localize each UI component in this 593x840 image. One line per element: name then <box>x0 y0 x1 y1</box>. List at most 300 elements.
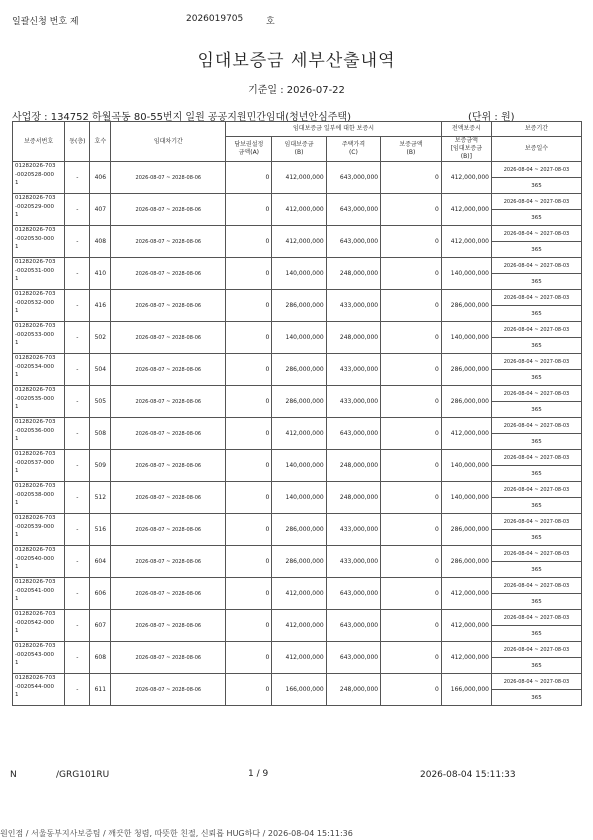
guarantee-no-cell <box>13 322 65 354</box>
guarantee-no-part: -0020533-000 <box>15 331 54 338</box>
lease-tilde: ~ <box>166 206 171 213</box>
lease-period-cell <box>111 226 226 258</box>
guarantee-tilde: ~ <box>534 294 539 301</box>
lease-start: 2026-08-07 <box>135 206 165 213</box>
senior-cell: 0 <box>226 354 272 386</box>
col-guarantee-amount: 보증금액 (B) <box>381 137 442 162</box>
guarantee-tilde: ~ <box>534 614 539 621</box>
guarantee-tilde: ~ <box>534 390 539 397</box>
guarantee-no-part: 01282026-703 <box>15 611 56 618</box>
lease-start: 2026-08-07 <box>135 462 165 469</box>
footer-page: 1 / 9 <box>248 769 269 779</box>
guarantee-period-cell <box>491 418 581 434</box>
guarantee-no-part: 1 <box>15 595 19 602</box>
lease-start: 2026-08-07 <box>135 270 165 277</box>
guarantee-start: 2026-08-04 <box>503 678 533 685</box>
bottom-line: 원인점 / 서울동부지사보증팀 / 깨끗한 청렴, 따뜻한 친절, 신뢰롭 HUG하다 / 2026-08-04 15:11:36 <box>0 829 353 838</box>
guarantee-tilde: ~ <box>534 198 539 205</box>
house-price-cell: 248,000,000 <box>326 450 380 482</box>
guarantee-no-part: 01282026-703 <box>15 675 56 682</box>
guarantee-no-part: -0020544-000 <box>15 683 54 690</box>
guarantee-amount-cell: 0 <box>381 450 442 482</box>
deposit-cell: 412,000,000 <box>272 578 326 610</box>
guarantee-no-part: 01282026-703 <box>15 419 56 426</box>
guarantee-no-part: 1 <box>15 691 19 698</box>
guarantee-days-cell: 365 <box>491 274 581 290</box>
guarantee-start: 2026-08-04 <box>503 582 533 589</box>
lease-period-cell <box>111 482 226 514</box>
house-price-cell: 643,000,000 <box>326 642 380 674</box>
col-guarantee-no: 보증서번호 <box>13 122 65 162</box>
lease-end: 2028-08-06 <box>172 174 202 181</box>
lease-start: 2026-08-07 <box>135 590 165 597</box>
guarantee-no-part: -0020543-000 <box>15 651 54 658</box>
house-price-cell: 643,000,000 <box>326 578 380 610</box>
lease-end: 2028-08-06 <box>172 526 202 533</box>
guarantee-end: 2027-08-03 <box>540 390 570 397</box>
table-row <box>13 450 582 466</box>
guarantee-no-part: 1 <box>15 563 19 570</box>
full-amount-cell: 286,000,000 <box>441 290 491 322</box>
guarantee-amount-cell: 0 <box>381 546 442 578</box>
guarantee-end: 2027-08-03 <box>540 358 570 365</box>
guarantee-no-part: 1 <box>15 531 19 538</box>
guarantee-tilde: ~ <box>534 262 539 269</box>
senior-cell: 0 <box>226 290 272 322</box>
guarantee-period-cell <box>491 162 581 178</box>
guarantee-no-part: 01282026-703 <box>15 451 56 458</box>
guarantee-amount-cell: 0 <box>381 610 442 642</box>
deposit-cell: 412,000,000 <box>272 418 326 450</box>
batch-request-number: 2026019705 <box>186 14 244 24</box>
lease-period-cell <box>111 418 226 450</box>
full-amount-cell: 286,000,000 <box>441 386 491 418</box>
guarantee-no-part: 1 <box>15 275 19 282</box>
guarantee-tilde: ~ <box>534 582 539 589</box>
ho-cell: 410 <box>90 258 111 290</box>
guarantee-end: 2027-08-03 <box>540 518 570 525</box>
lease-period-cell <box>111 162 226 194</box>
guarantee-start: 2026-08-04 <box>503 198 533 205</box>
guarantee-start: 2026-08-04 <box>503 230 533 237</box>
lease-tilde: ~ <box>166 398 171 405</box>
guarantee-days-cell: 365 <box>491 178 581 194</box>
senior-cell: 0 <box>226 578 272 610</box>
table-row <box>13 642 582 658</box>
footer-datetime: 2026-08-04 15:11:33 <box>420 770 516 780</box>
lease-tilde: ~ <box>166 526 171 533</box>
guarantee-no-part: 1 <box>15 243 19 250</box>
lease-period-cell <box>111 290 226 322</box>
lease-end: 2028-08-06 <box>172 590 202 597</box>
guarantee-days-cell: 365 <box>491 402 581 418</box>
guarantee-no-part: 1 <box>15 499 19 506</box>
ho-cell: 502 <box>90 322 111 354</box>
guarantee-no-part: 1 <box>15 371 19 378</box>
guarantee-days-cell: 365 <box>491 306 581 322</box>
col-house-price: 주택가격 (C) <box>326 137 380 162</box>
full-amount-cell: 286,000,000 <box>441 354 491 386</box>
col-guarantee-days: 보증일수 <box>491 137 581 162</box>
guarantee-tilde: ~ <box>534 326 539 333</box>
dong-cell: - <box>65 482 90 514</box>
ho-cell: 505 <box>90 386 111 418</box>
lease-period-cell <box>111 354 226 386</box>
guarantee-start: 2026-08-04 <box>503 294 533 301</box>
house-price-cell: 433,000,000 <box>326 514 380 546</box>
lease-tilde: ~ <box>166 174 171 181</box>
guarantee-start: 2026-08-04 <box>503 518 533 525</box>
guarantee-period-cell <box>491 226 581 242</box>
guarantee-period-cell <box>491 450 581 466</box>
guarantee-no-part: 1 <box>15 211 19 218</box>
lease-tilde: ~ <box>166 270 171 277</box>
guarantee-no-cell <box>13 450 65 482</box>
ho-cell: 611 <box>90 674 111 706</box>
lease-tilde: ~ <box>166 462 171 469</box>
ho-cell: 606 <box>90 578 111 610</box>
guarantee-days-cell: 365 <box>491 658 581 674</box>
guarantee-tilde: ~ <box>534 646 539 653</box>
lease-end: 2028-08-06 <box>172 430 202 437</box>
lease-period-cell <box>111 642 226 674</box>
guarantee-tilde: ~ <box>534 422 539 429</box>
guarantee-amount-cell: 0 <box>381 226 442 258</box>
dong-cell: - <box>65 162 90 194</box>
lease-period-cell <box>111 514 226 546</box>
guarantee-start: 2026-08-04 <box>503 326 533 333</box>
guarantee-no-cell <box>13 610 65 642</box>
lease-start: 2026-08-07 <box>135 430 165 437</box>
table-row <box>13 290 582 306</box>
lease-end: 2028-08-06 <box>172 206 202 213</box>
lease-tilde: ~ <box>166 366 171 373</box>
full-amount-cell: 412,000,000 <box>441 578 491 610</box>
guarantee-no-cell <box>13 578 65 610</box>
ho-cell: 512 <box>90 482 111 514</box>
guarantee-period-cell <box>491 546 581 562</box>
dong-cell: - <box>65 322 90 354</box>
col-full-group: 전액보증시 <box>441 122 491 137</box>
senior-cell: 0 <box>226 322 272 354</box>
guarantee-no-part: 01282026-703 <box>15 355 56 362</box>
guarantee-days-cell: 365 <box>491 210 581 226</box>
lease-period-cell <box>111 258 226 290</box>
guarantee-days-cell: 365 <box>491 594 581 610</box>
guarantee-period-cell <box>491 642 581 658</box>
guarantee-start: 2026-08-04 <box>503 646 533 653</box>
guarantee-no-cell <box>13 226 65 258</box>
lease-start: 2026-08-07 <box>135 558 165 565</box>
guarantee-end: 2027-08-03 <box>540 198 570 205</box>
ho-cell: 608 <box>90 642 111 674</box>
guarantee-end: 2027-08-03 <box>540 454 570 461</box>
lease-tilde: ~ <box>166 558 171 565</box>
guarantee-days-cell: 365 <box>491 338 581 354</box>
guarantee-no-part: 01282026-703 <box>15 547 56 554</box>
guarantee-days-cell: 365 <box>491 626 581 642</box>
ho-cell: 607 <box>90 610 111 642</box>
lease-period-cell <box>111 610 226 642</box>
guarantee-end: 2027-08-03 <box>540 422 570 429</box>
table-row <box>13 386 582 402</box>
guarantee-amount-cell: 0 <box>381 258 442 290</box>
lease-start: 2026-08-07 <box>135 526 165 533</box>
guarantee-no-cell <box>13 290 65 322</box>
guarantee-no-part: 01282026-703 <box>15 195 56 202</box>
guarantee-no-cell <box>13 482 65 514</box>
full-amount-cell: 166,000,000 <box>441 674 491 706</box>
house-price-cell: 433,000,000 <box>326 546 380 578</box>
guarantee-no-part: 01282026-703 <box>15 387 56 394</box>
lease-end: 2028-08-06 <box>172 302 202 309</box>
guarantee-no-cell <box>13 386 65 418</box>
full-amount-cell: 140,000,000 <box>441 482 491 514</box>
lease-tilde: ~ <box>166 654 171 661</box>
guarantee-period-cell <box>491 578 581 594</box>
guarantee-no-part: -0020528-000 <box>15 171 54 178</box>
col-dong: 동(층) <box>65 122 90 162</box>
guarantee-no-cell <box>13 418 65 450</box>
lease-end: 2028-08-06 <box>172 366 202 373</box>
table-row <box>13 578 582 594</box>
house-price-cell: 248,000,000 <box>326 322 380 354</box>
guarantee-no-part: 1 <box>15 659 19 666</box>
guarantee-no-part: -0020532-000 <box>15 299 54 306</box>
guarantee-days-cell: 365 <box>491 530 581 546</box>
dong-cell: - <box>65 642 90 674</box>
guarantee-no-part: 01282026-703 <box>15 291 56 298</box>
guarantee-no-cell <box>13 674 65 706</box>
guarantee-period-cell <box>491 610 581 626</box>
guarantee-tilde: ~ <box>534 166 539 173</box>
deposit-cell: 412,000,000 <box>272 610 326 642</box>
lease-tilde: ~ <box>166 238 171 245</box>
guarantee-amount-cell: 0 <box>381 514 442 546</box>
guarantee-no-part: -0020542-000 <box>15 619 54 626</box>
guarantee-end: 2027-08-03 <box>540 486 570 493</box>
guarantee-no-cell <box>13 642 65 674</box>
guarantee-no-cell <box>13 354 65 386</box>
guarantee-amount-cell: 0 <box>381 642 442 674</box>
lease-end: 2028-08-06 <box>172 558 202 565</box>
dong-cell: - <box>65 610 90 642</box>
full-amount-cell: 140,000,000 <box>441 450 491 482</box>
lease-end: 2028-08-06 <box>172 398 202 405</box>
col-deposit: 임대보증금 (B) <box>272 137 326 162</box>
house-price-cell: 248,000,000 <box>326 674 380 706</box>
house-price-cell: 643,000,000 <box>326 610 380 642</box>
guarantee-no-part: -0020530-000 <box>15 235 54 242</box>
guarantee-period-cell <box>491 194 581 210</box>
guarantee-end: 2027-08-03 <box>540 678 570 685</box>
lease-start: 2026-08-07 <box>135 686 165 693</box>
deposit-cell: 140,000,000 <box>272 482 326 514</box>
guarantee-no-part: 1 <box>15 339 19 346</box>
guarantee-days-cell: 365 <box>491 466 581 482</box>
table-row <box>13 194 582 210</box>
deposit-cell: 412,000,000 <box>272 194 326 226</box>
ho-cell: 406 <box>90 162 111 194</box>
guarantee-no-part: -0020535-000 <box>15 395 54 402</box>
guarantee-tilde: ~ <box>534 678 539 685</box>
guarantee-period-cell <box>491 290 581 306</box>
guarantee-no-part: -0020536-000 <box>15 427 54 434</box>
table-row <box>13 354 582 370</box>
table-row <box>13 258 582 274</box>
lease-start: 2026-08-07 <box>135 654 165 661</box>
senior-cell: 0 <box>226 258 272 290</box>
guarantee-end: 2027-08-03 <box>540 166 570 173</box>
house-price-cell: 248,000,000 <box>326 258 380 290</box>
full-amount-cell: 140,000,000 <box>441 258 491 290</box>
senior-cell: 0 <box>226 226 272 258</box>
deposit-cell: 286,000,000 <box>272 290 326 322</box>
lease-end: 2028-08-06 <box>172 462 202 469</box>
guarantee-period-cell <box>491 354 581 370</box>
guarantee-start: 2026-08-04 <box>503 358 533 365</box>
ho-cell: 416 <box>90 290 111 322</box>
senior-cell: 0 <box>226 674 272 706</box>
guarantee-no-part: 01282026-703 <box>15 515 56 522</box>
house-price-cell: 643,000,000 <box>326 162 380 194</box>
guarantee-start: 2026-08-04 <box>503 614 533 621</box>
deposit-cell: 286,000,000 <box>272 386 326 418</box>
lease-end: 2028-08-06 <box>172 334 202 341</box>
lease-start: 2026-08-07 <box>135 334 165 341</box>
guarantee-no-part: -0020539-000 <box>15 523 54 530</box>
deposit-cell: 286,000,000 <box>272 546 326 578</box>
house-price-cell: 643,000,000 <box>326 226 380 258</box>
lease-tilde: ~ <box>166 334 171 341</box>
col-partial-group: 임대보증금 일부에 대한 보증시 <box>226 122 441 137</box>
guarantee-amount-cell: 0 <box>381 354 442 386</box>
guarantee-no-part: 1 <box>15 403 19 410</box>
lease-period-cell <box>111 450 226 482</box>
col-ho: 호수 <box>90 122 111 162</box>
lease-start: 2026-08-07 <box>135 366 165 373</box>
guarantee-no-part: 01282026-703 <box>15 483 56 490</box>
guarantee-days-cell: 365 <box>491 370 581 386</box>
senior-cell: 0 <box>226 514 272 546</box>
ho-cell: 408 <box>90 226 111 258</box>
guarantee-no-part: 01282026-703 <box>15 227 56 234</box>
guarantee-no-part: 01282026-703 <box>15 643 56 650</box>
guarantee-days-cell: 365 <box>491 690 581 706</box>
guarantee-no-part: 01282026-703 <box>15 579 56 586</box>
full-amount-cell: 412,000,000 <box>441 194 491 226</box>
page-title: 임대보증금 세부산출내역 <box>197 51 396 71</box>
guarantee-start: 2026-08-04 <box>503 422 533 429</box>
guarantee-no-cell <box>13 258 65 290</box>
table-row <box>13 226 582 242</box>
dong-cell: - <box>65 226 90 258</box>
guarantee-no-part: -0020529-000 <box>15 203 54 210</box>
guarantee-no-part: -0020534-000 <box>15 363 54 370</box>
guarantee-period-cell <box>491 322 581 338</box>
lease-period-cell <box>111 322 226 354</box>
deposit-cell: 412,000,000 <box>272 642 326 674</box>
house-price-cell: 433,000,000 <box>326 354 380 386</box>
full-amount-cell: 286,000,000 <box>441 514 491 546</box>
senior-cell: 0 <box>226 546 272 578</box>
deposit-cell: 140,000,000 <box>272 450 326 482</box>
guarantee-no-part: 01282026-703 <box>15 259 56 266</box>
guarantee-no-part: 01282026-703 <box>15 163 56 170</box>
guarantee-period-cell <box>491 514 581 530</box>
guarantee-days-cell: 365 <box>491 242 581 258</box>
table-row <box>13 322 582 338</box>
dong-cell: - <box>65 418 90 450</box>
dong-cell: - <box>65 546 90 578</box>
col-guarantee-period: 보증기간 <box>491 122 581 137</box>
deposit-cell: 412,000,000 <box>272 226 326 258</box>
senior-cell: 0 <box>226 450 272 482</box>
guarantee-amount-cell: 0 <box>381 418 442 450</box>
ho-cell: 604 <box>90 546 111 578</box>
ho-cell: 509 <box>90 450 111 482</box>
deposit-cell: 412,000,000 <box>272 162 326 194</box>
guarantee-amount-cell: 0 <box>381 578 442 610</box>
deposit-cell: 140,000,000 <box>272 322 326 354</box>
full-amount-cell: 412,000,000 <box>441 226 491 258</box>
dong-cell: - <box>65 514 90 546</box>
senior-cell: 0 <box>226 418 272 450</box>
lease-end: 2028-08-06 <box>172 494 202 501</box>
guarantee-no-part: -0020531-000 <box>15 267 54 274</box>
senior-cell: 0 <box>226 162 272 194</box>
table-row <box>13 514 582 530</box>
lease-tilde: ~ <box>166 494 171 501</box>
guarantee-no-part: -0020540-000 <box>15 555 54 562</box>
dong-cell: - <box>65 674 90 706</box>
house-price-cell: 643,000,000 <box>326 418 380 450</box>
senior-cell: 0 <box>226 642 272 674</box>
guarantee-tilde: ~ <box>534 486 539 493</box>
full-amount-cell: 286,000,000 <box>441 546 491 578</box>
guarantee-no-part: 01282026-703 <box>15 323 56 330</box>
batch-request-label: 일괄신청 번호 제 <box>12 17 79 27</box>
col-full-amount: 보증금액 [임대보증금 (B)] <box>441 137 491 162</box>
senior-cell: 0 <box>226 482 272 514</box>
guarantee-no-part: 1 <box>15 307 19 314</box>
deposit-cell: 166,000,000 <box>272 674 326 706</box>
unit-label: (단위 : 원) <box>468 112 515 123</box>
guarantee-tilde: ~ <box>534 454 539 461</box>
guarantee-period-cell <box>491 386 581 402</box>
lease-tilde: ~ <box>166 622 171 629</box>
guarantee-no-part: 1 <box>15 179 19 186</box>
lease-period-cell <box>111 578 226 610</box>
guarantee-end: 2027-08-03 <box>540 646 570 653</box>
guarantee-period-cell <box>491 258 581 274</box>
guarantee-amount-cell: 0 <box>381 674 442 706</box>
ho-cell: 508 <box>90 418 111 450</box>
dong-cell: - <box>65 450 90 482</box>
base-date: 기준일 : 2026-07-22 <box>248 85 345 96</box>
lease-start: 2026-08-07 <box>135 238 165 245</box>
guarantee-end: 2027-08-03 <box>540 294 570 301</box>
dong-cell: - <box>65 290 90 322</box>
lease-start: 2026-08-07 <box>135 398 165 405</box>
guarantee-start: 2026-08-04 <box>503 390 533 397</box>
guarantee-amount-cell: 0 <box>381 322 442 354</box>
ho-cell: 407 <box>90 194 111 226</box>
col-lease-period: 임대차기간 <box>111 122 226 162</box>
ho-cell: 504 <box>90 354 111 386</box>
lease-period-cell <box>111 386 226 418</box>
guarantee-start: 2026-08-04 <box>503 454 533 461</box>
